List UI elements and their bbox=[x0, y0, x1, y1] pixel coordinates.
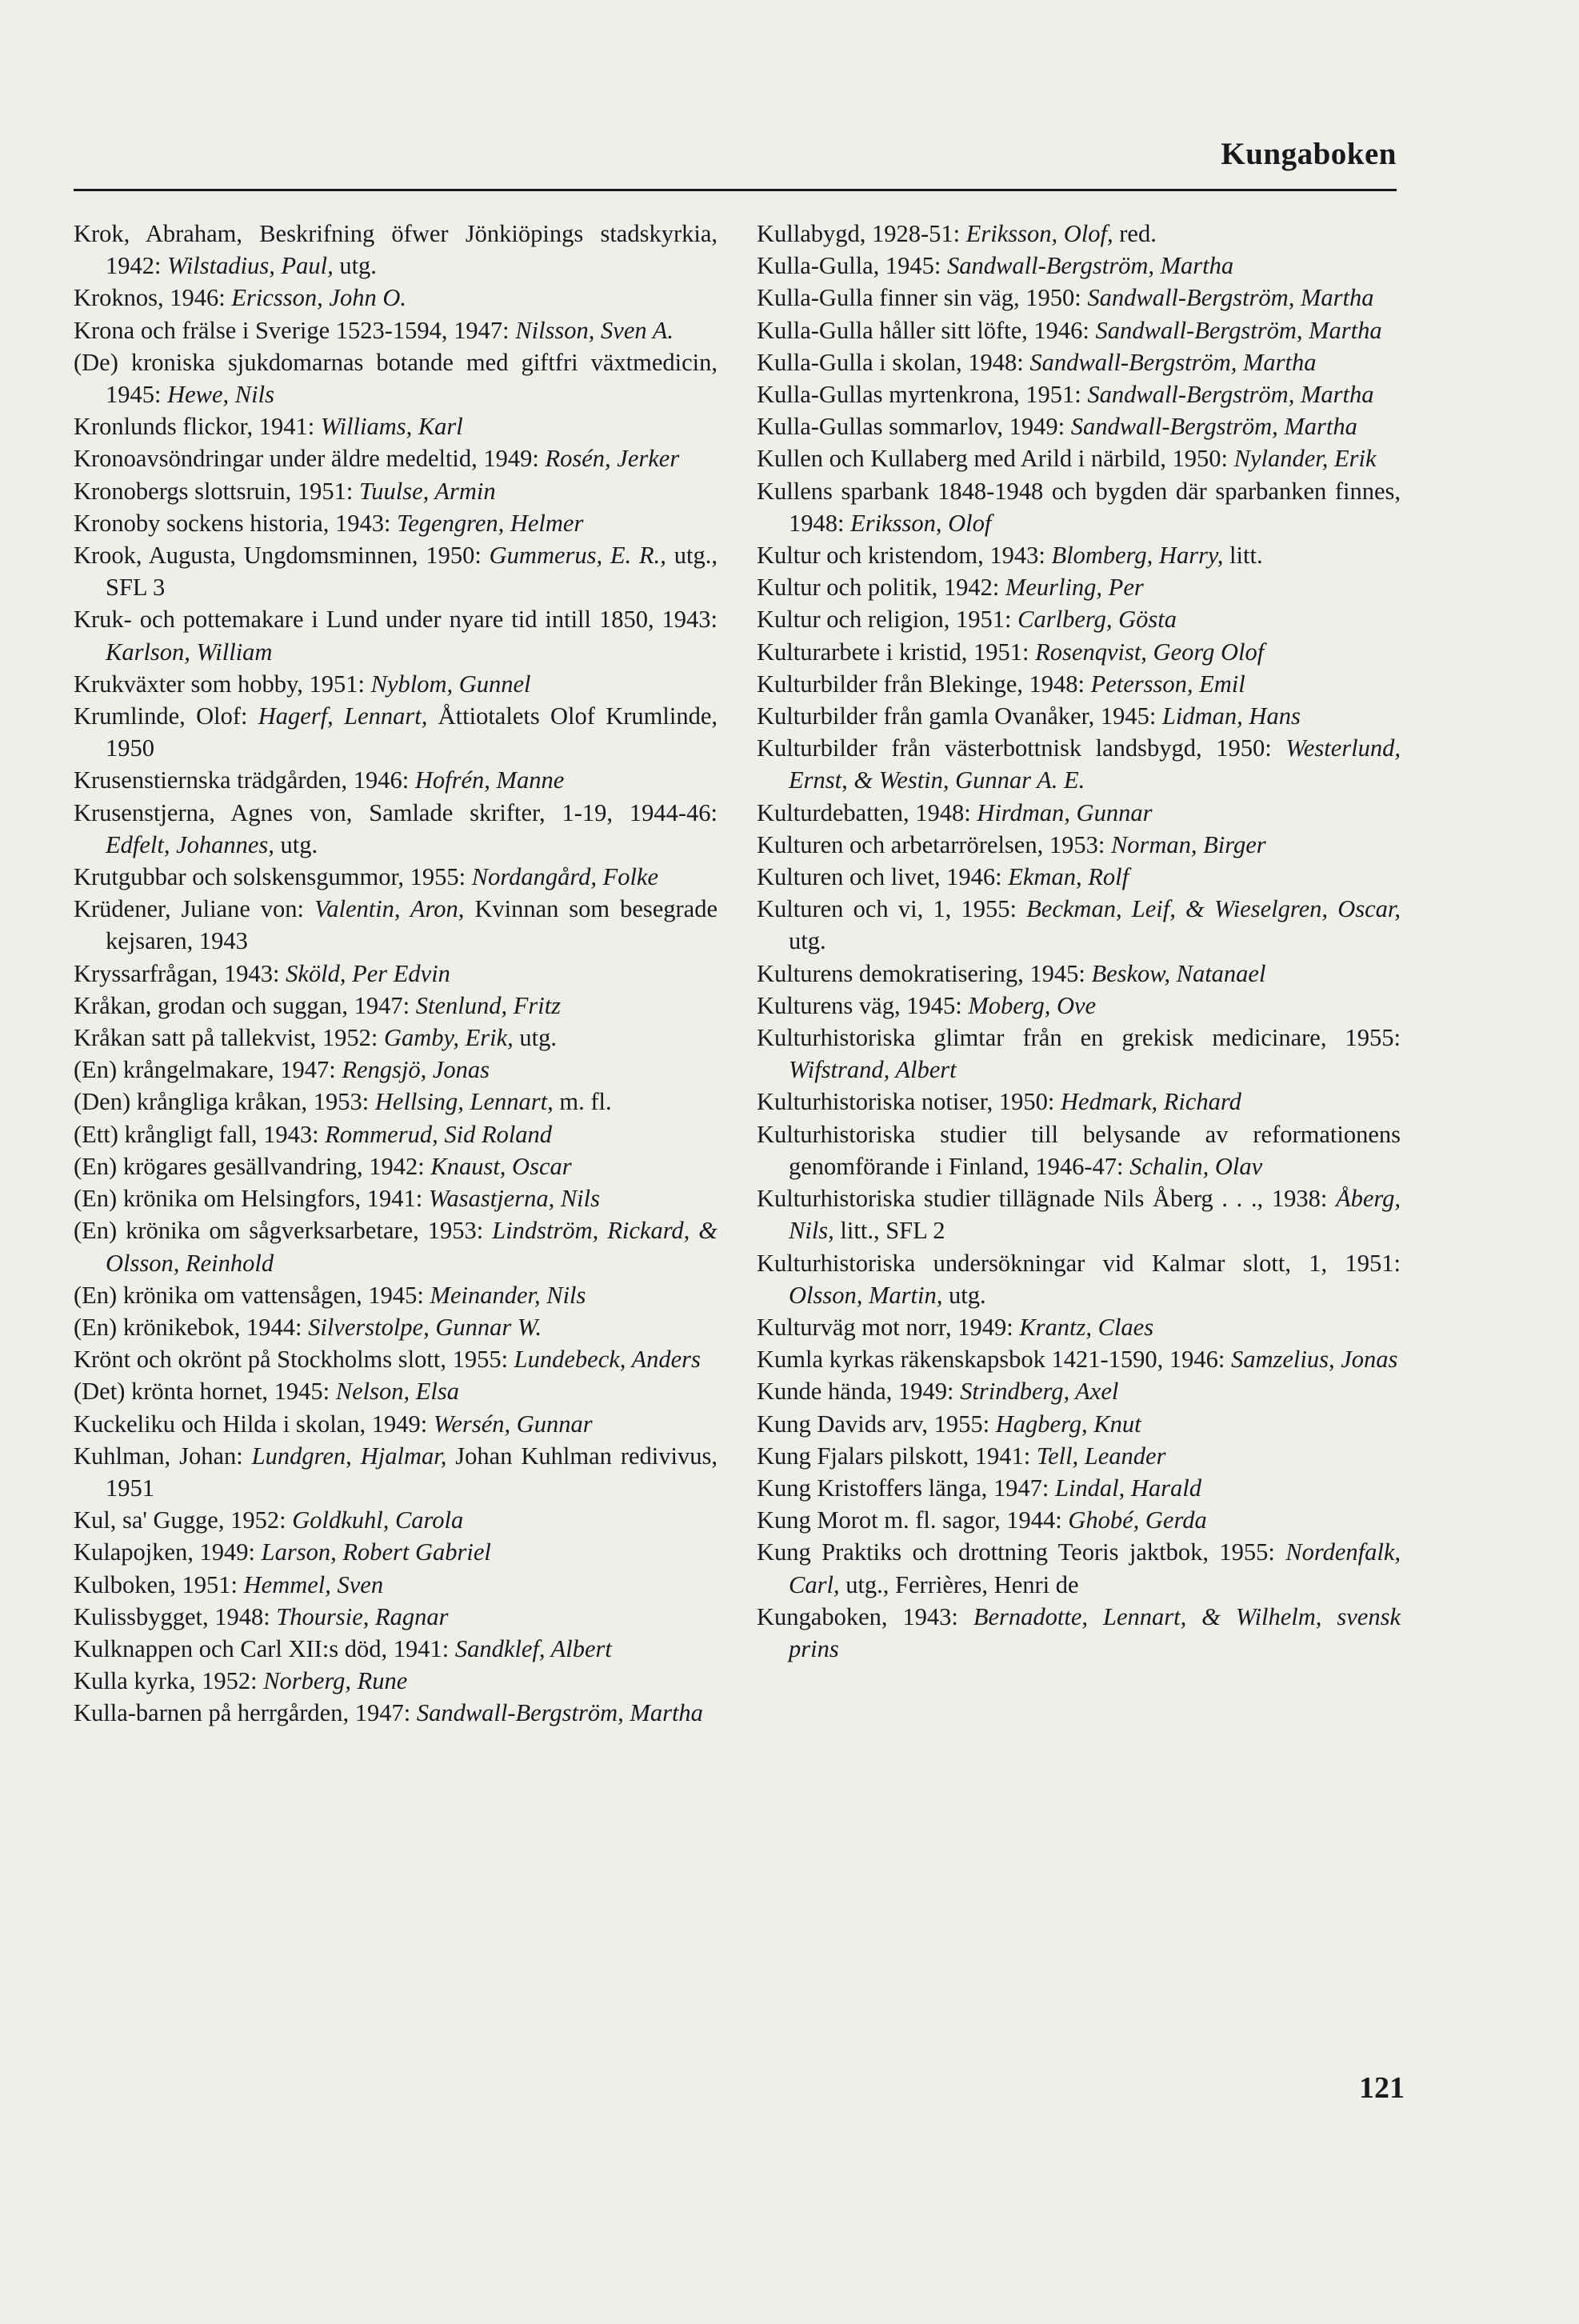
entry-author: Nyblom, Gunnel bbox=[370, 670, 531, 698]
entry-title: Kulturhistoriska studier till belysande av reformationens genomförande i Finland, 1946-47: bbox=[757, 1120, 1401, 1180]
entry-author: Rengsjö, Jonas bbox=[342, 1056, 490, 1084]
index-entry bbox=[74, 442, 718, 474]
entry-author: Norberg, Rune bbox=[263, 1667, 408, 1695]
index-entry bbox=[74, 990, 718, 1022]
index-entry bbox=[74, 1311, 718, 1343]
entry-title: Kroknos, 1946: bbox=[74, 284, 232, 312]
entry-title: Kruk- och pottemakare i Lund under nyare tid intill 1850, 1943: bbox=[74, 606, 718, 634]
entry-suffix: utg. bbox=[513, 1024, 557, 1052]
entry-title: (Ett) krångligt fall, 1943: bbox=[74, 1120, 326, 1148]
entry-author: Beckman, Leif, & Wieselgren, Oscar, bbox=[1026, 895, 1401, 923]
index-entry bbox=[74, 1343, 718, 1375]
entry-author: Sandklef, Albert bbox=[454, 1634, 612, 1662]
index-entry bbox=[757, 668, 1401, 700]
entry-suffix: red. bbox=[1113, 220, 1157, 247]
entry-title: Kronlunds flickor, 1941: bbox=[74, 413, 321, 441]
entry-author: Goldkuhl, Carola bbox=[292, 1506, 464, 1534]
entry-author: Nilsson, Sven A. bbox=[515, 316, 674, 344]
entry-author: Hellsing, Lennart, bbox=[374, 1088, 554, 1116]
entry-author: Wersén, Gunnar bbox=[433, 1410, 593, 1438]
index-entry bbox=[757, 861, 1401, 893]
entry-title: Krutgubbar och solskensgummor, 1955: bbox=[74, 863, 472, 891]
entry-title: Krüdener, Juliane von: bbox=[74, 895, 314, 923]
entry-author: Karlson, William bbox=[106, 638, 273, 666]
index-entry bbox=[757, 378, 1401, 410]
entry-author: Wilstadius, Paul, bbox=[167, 252, 334, 280]
index-entry bbox=[757, 346, 1401, 378]
entry-author: Sandwall-Bergström, Martha bbox=[416, 1699, 703, 1727]
entry-author: Blomberg, Harry, bbox=[1051, 542, 1224, 570]
index-entry bbox=[757, 1086, 1401, 1118]
entry-author: Hagberg, Knut bbox=[995, 1410, 1141, 1438]
index-entry bbox=[74, 282, 718, 314]
index-entry bbox=[74, 893, 718, 957]
entry-title: (En) krönika om vattensågen, 1945: bbox=[74, 1281, 430, 1309]
entry-title: Kullens sparbank 1848-1948 och bygden där sparbanken finnes, 1948: bbox=[757, 477, 1401, 537]
entry-author: Carlberg, Gösta bbox=[1017, 606, 1177, 634]
entry-author: Williams, Karl bbox=[320, 413, 463, 441]
index-entry bbox=[74, 958, 718, 990]
index-entry bbox=[74, 1022, 718, 1054]
index-entry bbox=[74, 1375, 718, 1407]
entry-title: Kullen och Kullaberg med Arild i närbild, 1950: bbox=[757, 445, 1234, 473]
entry-title: Kungaboken, 1943: bbox=[757, 1602, 973, 1630]
index-entry bbox=[757, 829, 1401, 861]
entry-author: Edfelt, Johannes, bbox=[106, 830, 274, 858]
entry-title: Krönt och okrönt på Stockholms slott, 1955: bbox=[74, 1346, 514, 1374]
entry-author: Nordangård, Folke bbox=[471, 863, 658, 891]
entry-title: Kulturhistoriska undersökningar vid Kalmar slott, 1, 1951: bbox=[757, 1249, 1401, 1277]
entry-title: Kulturbilder från gamla Ovanåker, 1945: bbox=[757, 702, 1162, 730]
entry-author: Lundebeck, Anders bbox=[514, 1346, 701, 1374]
entry-author: Thoursie, Ragnar bbox=[276, 1602, 449, 1630]
index-entry bbox=[74, 1601, 718, 1633]
entry-author: Tuulse, Armin bbox=[358, 477, 496, 505]
entry-title: (De) kroniska sjukdomarnas botande med giftfri växtmedicin, 1945: bbox=[74, 348, 718, 409]
right-column bbox=[757, 218, 1401, 1665]
entry-title: Kulturbilder från västerbottnisk landsbygd, 1950: bbox=[757, 734, 1286, 762]
entry-title: Kumla kyrkas räkenskapsbok 1421-1590, 1946: bbox=[757, 1346, 1231, 1374]
entry-title: Kulturen och livet, 1946: bbox=[757, 863, 1009, 891]
entry-author: Rosenqvist, Georg Olof bbox=[1035, 638, 1265, 666]
entry-title: Kulturen och vi, 1, 1955: bbox=[757, 895, 1027, 923]
entry-title: Kung Praktiks och drottning Teoris jaktbok, 1955: bbox=[757, 1538, 1286, 1566]
entry-author: Strindberg, Axel bbox=[960, 1378, 1119, 1406]
entry-author: Ekman, Rolf bbox=[1008, 863, 1129, 891]
index-entry bbox=[757, 410, 1401, 442]
index-entry bbox=[757, 1311, 1401, 1343]
entry-title: Krusenstiernska trädgården, 1946: bbox=[74, 766, 415, 794]
index-entry bbox=[757, 1022, 1401, 1086]
index-entry bbox=[757, 314, 1401, 346]
entry-title: Kultur och politik, 1942: bbox=[757, 574, 1005, 602]
entry-title: Kulturen och arbetarrörelsen, 1953: bbox=[757, 830, 1111, 858]
entry-author: Ericsson, John O. bbox=[231, 284, 406, 312]
entry-author: Gummerus, E. R., bbox=[489, 542, 666, 570]
entry-suffix: litt. bbox=[1223, 542, 1263, 570]
entry-suffix: utg. bbox=[942, 1281, 986, 1309]
entry-author: Petersson, Emil bbox=[1090, 670, 1245, 698]
entry-title: Krona och frälse i Sverige 1523-1594, 1947: bbox=[74, 316, 516, 344]
index-entry bbox=[74, 475, 718, 507]
entry-author: Nelson, Elsa bbox=[335, 1378, 459, 1406]
entry-title: Kulapojken, 1949: bbox=[74, 1538, 262, 1566]
entry-author: Valentin, Aron, bbox=[314, 895, 465, 923]
index-entry bbox=[74, 1536, 718, 1568]
entry-suffix: Johan Kuhlman redivivus, 1951 bbox=[106, 1442, 718, 1502]
index-entry bbox=[74, 1182, 718, 1214]
entry-suffix: utg., Ferrières, Henri de bbox=[839, 1570, 1079, 1598]
entry-title: Kronoavsöndringar under äldre medeltid, 1949: bbox=[74, 445, 546, 473]
entry-author: Stenlund, Fritz bbox=[415, 991, 562, 1019]
entry-author: Åberg, Nils, bbox=[789, 1185, 1401, 1245]
index-entry bbox=[74, 1086, 718, 1118]
index-entry bbox=[74, 1504, 718, 1536]
entry-author: Lundgren, Hjalmar, bbox=[251, 1442, 447, 1470]
entry-author: Meinander, Nils bbox=[430, 1281, 586, 1309]
entry-title: Kryssarfrågan, 1943: bbox=[74, 959, 286, 987]
index-entry bbox=[757, 603, 1401, 635]
entry-author: Hagerf, Lennart, bbox=[258, 702, 428, 730]
entry-title: Kulboken, 1951: bbox=[74, 1570, 244, 1598]
index-entry bbox=[757, 636, 1401, 668]
index-entry bbox=[757, 539, 1401, 571]
entry-author: Nylander, Erik bbox=[1233, 445, 1377, 473]
entry-suffix: utg. bbox=[333, 252, 377, 280]
entry-author: Olsson, Martin, bbox=[789, 1281, 943, 1309]
entry-title: Kulturväg mot norr, 1949: bbox=[757, 1313, 1020, 1341]
index-entry bbox=[757, 1247, 1401, 1311]
entry-title: Kulturhistoriska studier tillägnade Nils Åberg . . ., 1938: bbox=[757, 1185, 1336, 1213]
index-entry bbox=[757, 571, 1401, 603]
index-entry bbox=[74, 314, 718, 346]
index-entry bbox=[74, 1697, 718, 1729]
entry-author: Wifstrand, Albert bbox=[789, 1056, 957, 1084]
index-entry bbox=[74, 603, 718, 667]
entry-author: Sandwall-Bergström, Martha bbox=[1087, 381, 1374, 409]
index-entry bbox=[757, 1118, 1401, 1182]
entry-title: Kulla-Gullas sommarlov, 1949: bbox=[757, 413, 1071, 441]
index-entry bbox=[757, 797, 1401, 829]
entry-suffix: litt., SFL 2 bbox=[833, 1217, 945, 1245]
index-entry bbox=[757, 1472, 1401, 1504]
entry-title: Kulturens demokratisering, 1945: bbox=[757, 959, 1092, 987]
index-entry bbox=[74, 1569, 718, 1601]
entry-title: Kulissbygget, 1948: bbox=[74, 1602, 277, 1630]
entry-title: Krukväxter som hobby, 1951: bbox=[74, 670, 371, 698]
entry-author: Lidman, Hans bbox=[1161, 702, 1301, 730]
entry-title: Kuckeliku och Hilda i skolan, 1949: bbox=[74, 1410, 434, 1438]
entry-author: Lindal, Harald bbox=[1055, 1474, 1202, 1502]
entry-title: Krumlinde, Olof: bbox=[74, 702, 258, 730]
entry-author: Sandwall-Bergström, Martha bbox=[1070, 413, 1357, 441]
entry-suffix: Åttiotalets Olof Krumlinde, 1950 bbox=[106, 702, 718, 762]
entry-author: Sandwall-Bergström, Martha bbox=[1087, 284, 1374, 312]
entry-author: Westerlund, Ernst, & Westin, Gunnar A. E. bbox=[789, 734, 1401, 794]
index-entry bbox=[757, 1343, 1401, 1375]
entry-title: (En) krönika om sågverksarbetare, 1953: bbox=[74, 1217, 493, 1245]
entry-author: Krantz, Claes bbox=[1019, 1313, 1154, 1341]
index-entry bbox=[757, 1408, 1401, 1440]
entry-title: Kuhlman, Johan: bbox=[74, 1442, 252, 1470]
entry-title: Kronobergs slottsruin, 1951: bbox=[74, 477, 359, 505]
entry-title: (En) krönikebok, 1944: bbox=[74, 1313, 309, 1341]
running-head: Kungaboken bbox=[1221, 137, 1397, 171]
index-entry bbox=[74, 1279, 718, 1311]
entry-author: Wasastjerna, Nils bbox=[428, 1185, 600, 1213]
entry-author: Hewe, Nils bbox=[167, 381, 274, 409]
entry-author: Tegengren, Helmer bbox=[397, 509, 584, 537]
index-entry bbox=[74, 700, 718, 764]
entry-title: Kul, sa' Gugge, 1952: bbox=[74, 1506, 293, 1534]
entry-author: Larson, Robert Gabriel bbox=[261, 1538, 491, 1566]
index-entry bbox=[757, 1440, 1401, 1472]
entry-title: Kulturdebatten, 1948: bbox=[757, 798, 977, 826]
entry-title: Kulturarbete i kristid, 1951: bbox=[757, 638, 1036, 666]
left-column bbox=[74, 218, 718, 1730]
entry-author: Moberg, Ove bbox=[968, 991, 1097, 1019]
entry-title: Kulla-Gulla, 1945: bbox=[757, 252, 948, 280]
entry-author: Sandwall-Bergström, Martha bbox=[1095, 316, 1382, 344]
index-entry bbox=[757, 990, 1401, 1022]
entry-title: Kulla kyrka, 1952: bbox=[74, 1667, 264, 1695]
index-entry bbox=[74, 539, 718, 603]
entry-author: Schalin, Olav bbox=[1129, 1152, 1263, 1180]
index-entry bbox=[757, 218, 1401, 250]
entry-title: Krusenstjerna, Agnes von, Samlade skrifter, 1-19, 1944-46: bbox=[74, 798, 718, 826]
entry-author: Norman, Birger bbox=[1110, 830, 1266, 858]
entry-author: Bernadotte, Lennart, & Wilhelm, svensk prins bbox=[789, 1602, 1401, 1662]
header-rule bbox=[74, 189, 1397, 191]
entry-title: Kråkan satt på tallekvist, 1952: bbox=[74, 1024, 384, 1052]
entry-title: Kulturbilder från Blekinge, 1948: bbox=[757, 670, 1091, 698]
index-entry bbox=[74, 1118, 718, 1150]
index-entry bbox=[757, 1375, 1401, 1407]
index-entry bbox=[74, 1408, 718, 1440]
index-entry bbox=[74, 1214, 718, 1278]
entry-author: Rommerud, Sid Roland bbox=[325, 1120, 553, 1148]
index-entry bbox=[757, 1182, 1401, 1246]
entry-title: (En) krögares gesällvandring, 1942: bbox=[74, 1152, 431, 1180]
entry-title: Kulla-barnen på herrgården, 1947: bbox=[74, 1699, 417, 1727]
entry-author: Beskow, Natanael bbox=[1091, 959, 1266, 987]
index-entry bbox=[74, 218, 718, 282]
entry-author: Hemmel, Sven bbox=[243, 1570, 384, 1598]
entry-title: Kulla-Gulla finner sin väg, 1950: bbox=[757, 284, 1088, 312]
entry-author: Sandwall-Bergström, Martha bbox=[947, 252, 1234, 280]
index-entry bbox=[74, 1633, 718, 1665]
entry-author: Samzelius, Jonas bbox=[1230, 1346, 1398, 1374]
entry-title: (Den) krångliga kråkan, 1953: bbox=[74, 1088, 375, 1116]
entry-title: Kung Davids arv, 1955: bbox=[757, 1410, 996, 1438]
entry-title: Kulknappen och Carl XII:s död, 1941: bbox=[74, 1634, 455, 1662]
index-entry bbox=[74, 346, 718, 410]
entry-title: Krok, Abraham, Beskrifning öfwer Jönkiöpings stadskyrkia, 1942: bbox=[74, 220, 718, 280]
entry-author: Sköld, Per Edvin bbox=[286, 959, 450, 987]
index-entry bbox=[757, 958, 1401, 990]
index-entry bbox=[757, 893, 1401, 957]
entry-author: Eriksson, Olof, bbox=[965, 220, 1113, 247]
entry-author: Hirdman, Gunnar bbox=[977, 798, 1153, 826]
entry-suffix: utg., SFL 3 bbox=[106, 542, 718, 602]
entry-title: Kulla-Gullas myrtenkrona, 1951: bbox=[757, 381, 1088, 409]
entry-title: Kunde hända, 1949: bbox=[757, 1378, 961, 1406]
entry-title: (En) krångelmakare, 1947: bbox=[74, 1056, 342, 1084]
entry-title: Kronoby sockens historia, 1943: bbox=[74, 509, 398, 537]
entry-suffix: Kvinnan som besegrade kejsaren, 1943 bbox=[106, 895, 718, 955]
entry-suffix: utg. bbox=[274, 830, 318, 858]
index-entry bbox=[757, 250, 1401, 282]
index-entry bbox=[74, 507, 718, 539]
entry-author: Nordenfalk, Carl, bbox=[789, 1538, 1401, 1598]
page-number: 121 bbox=[1359, 2071, 1405, 2105]
entry-author: Hedmark, Richard bbox=[1061, 1088, 1241, 1116]
index-entry bbox=[757, 282, 1401, 314]
entry-title: Kulturhistoriska glimtar från en grekisk medicinare, 1955: bbox=[757, 1024, 1401, 1052]
index-entry bbox=[757, 1601, 1401, 1665]
entry-suffix: utg. bbox=[789, 927, 826, 955]
index-entry bbox=[74, 797, 718, 861]
index-entry bbox=[757, 1536, 1401, 1600]
entry-title: Kultur och religion, 1951: bbox=[757, 606, 1018, 634]
entry-suffix: m. fl. bbox=[553, 1088, 612, 1116]
entry-author: Sandwall-Bergström, Martha bbox=[1029, 348, 1317, 376]
entry-title: Kulla-Gulla håller sitt löfte, 1946: bbox=[757, 316, 1096, 344]
index-entry bbox=[757, 732, 1401, 796]
entry-author: Ghobé, Gerda bbox=[1068, 1506, 1207, 1534]
entry-author: Gamby, Erik, bbox=[383, 1024, 514, 1052]
index-entry bbox=[757, 442, 1401, 474]
index-entry bbox=[74, 861, 718, 893]
entry-author: Rosén, Jerker bbox=[545, 445, 680, 473]
index-entry bbox=[757, 1504, 1401, 1536]
entry-title: Krook, Augusta, Ungdomsminnen, 1950: bbox=[74, 542, 490, 570]
index-entry bbox=[757, 475, 1401, 539]
entry-title: (En) krönika om Helsingfors, 1941: bbox=[74, 1185, 429, 1213]
entry-title: (Det) krönta hornet, 1945: bbox=[74, 1378, 336, 1406]
entry-title: Kullabygd, 1928-51: bbox=[757, 220, 966, 247]
entry-title: Kultur och kristendom, 1943: bbox=[757, 542, 1052, 570]
entry-title: Kulturens väg, 1945: bbox=[757, 991, 969, 1019]
entry-title: Kung Fjalars pilskott, 1941: bbox=[757, 1442, 1037, 1470]
entry-title: Kulturhistoriska notiser, 1950: bbox=[757, 1088, 1061, 1116]
index-entry bbox=[74, 1150, 718, 1182]
index-entry bbox=[74, 764, 718, 796]
entry-title: Kråkan, grodan och suggan, 1947: bbox=[74, 991, 416, 1019]
entry-title: Kung Kristoffers länga, 1947: bbox=[757, 1474, 1055, 1502]
entry-author: Knaust, Oscar bbox=[430, 1152, 572, 1180]
index-entry bbox=[74, 410, 718, 442]
index-entry bbox=[74, 1665, 718, 1697]
index-entry bbox=[757, 700, 1401, 732]
entry-author: Meurling, Per bbox=[1005, 574, 1144, 602]
entry-author: Hofrén, Manne bbox=[414, 766, 565, 794]
index-entry bbox=[74, 1054, 718, 1086]
entry-title: Kulla-Gulla i skolan, 1948: bbox=[757, 348, 1030, 376]
entry-author: Tell, Leander bbox=[1036, 1442, 1166, 1470]
entry-author: Eriksson, Olof bbox=[850, 509, 992, 537]
index-entry bbox=[74, 1440, 718, 1504]
entry-author: Silverstolpe, Gunnar W. bbox=[308, 1313, 542, 1341]
entry-title: Kung Morot m. fl. sagor, 1944: bbox=[757, 1506, 1069, 1534]
entry-author: Lindström, Rickard, & Olsson, Reinhold bbox=[106, 1217, 718, 1277]
index-entry bbox=[74, 668, 718, 700]
